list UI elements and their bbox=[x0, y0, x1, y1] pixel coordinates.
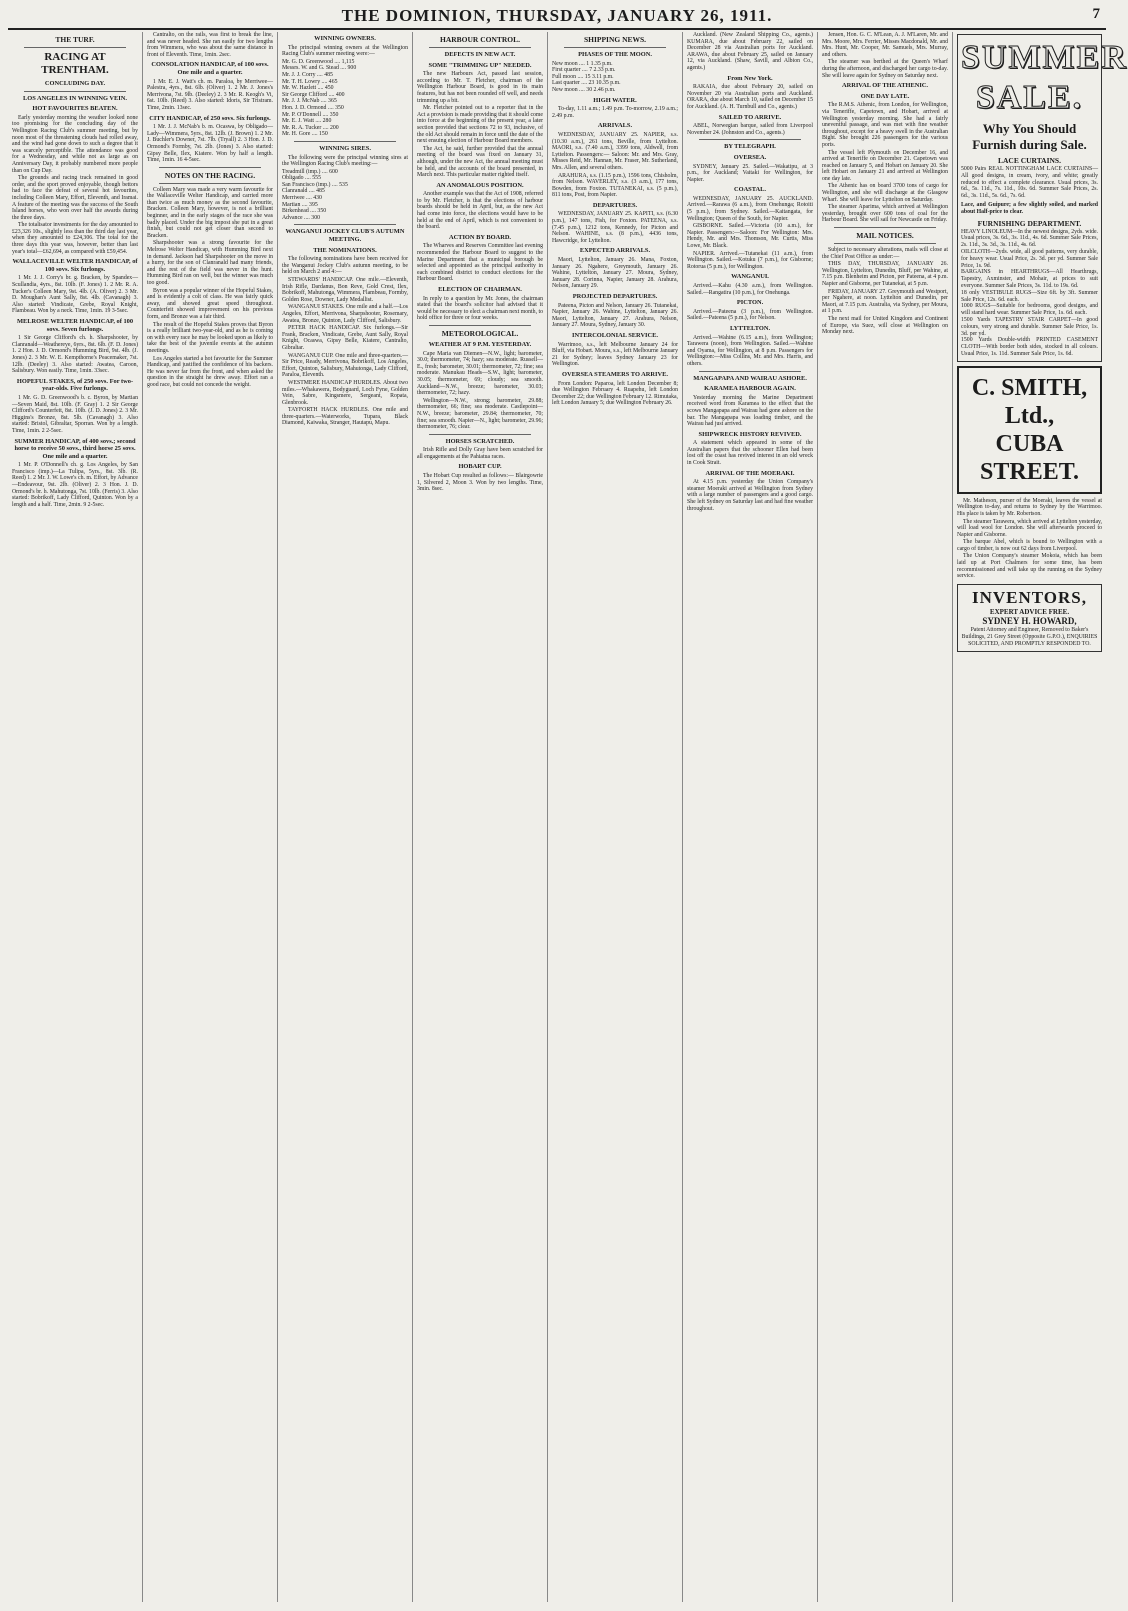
ad-body: 5000 Pairs REAL NOTTINGHAM LACE CURTAINS—All good designs, in cream, ivory, and white; greatly reduced to effect a complete clearance. Usual prices, 3s. 6d., 5s. 11d., 7s. 11d., 10s. 6d. Summer Sale Prices, 2s. 6d., 3s. 11d., 5s. 6d., 7s. 6d. bbox=[961, 166, 1098, 200]
race-heading: CITY HANDICAP, of 250 sovs. Six furlongs. bbox=[149, 114, 271, 122]
divider bbox=[834, 227, 936, 228]
subheading: ACTION BY BOARD. bbox=[448, 233, 512, 241]
subheading: DEPARTURES. bbox=[592, 201, 638, 209]
paragraph: Pateena, Picton and Nelson, January 26. Tutanekai, Napier, January 26. Wahine, Lyttelton, January 26. Maori, Lyttelton, January 27. Arahura, Nelson, January 27. Moura, Sydney, January 30. bbox=[552, 302, 678, 329]
owner-row: Mr. G. D. Greenwood .... 1,115 bbox=[282, 58, 355, 65]
moon-phase-row: Last quarter .... 23 10.35 p.m. bbox=[552, 80, 621, 87]
paragraph: 1 Mr. J. J. McNab's b. m. Ocaswa, by Obligado—Lady—Wimmera, 5yrs., 8st. 12lb. (J. Brown) 1. 2 Mr. J. Buchler's Downer, 7st. 7lb. (Tryall) 2. 3 Hon. J. D. Ormond's Formby, 7st. 2lb. (Jones) 3. Also started: Gipsy Belle, Ilex, Kiatere. Won by half a length. Time, 1min. 16 4-5sec. bbox=[147, 124, 273, 164]
article-kicker: LOS ANGELES IN WINNING VEIN. bbox=[23, 94, 127, 102]
ad-subtitle: EXPERT ADVICE FREE. bbox=[989, 607, 1070, 616]
paragraph: PETER HACK HANDICAP. Six furlongs.—Sir Frank, Bracken, Vindicate, Grebe, Aunt Sally, Royal Knight, Ocaswa, Gipsy Belle, Kiatere, Cantralto, Gibraltar. bbox=[282, 325, 408, 351]
subheading: PROJECTED DEPARTURES. bbox=[572, 293, 658, 300]
ad-body: 1500 Yards Double-width PRINTED CASEMENT CLOTH—With border both sides, stocked in all colours. Usual Price, 1s. 11d. Summer Sale Price, 1s. 6d. bbox=[961, 337, 1098, 357]
column-8-advertisements bbox=[953, 32, 1128, 1602]
paragraph: The steamer Aparima, which arrived at Wellington yesterday, brought over 600 tons of coal for the Harbour Board. She will sail for Newcastle on Friday. bbox=[822, 204, 948, 224]
race-heading: CONSOLATION HANDICAP, of 100 sovs. One mile and a quarter. bbox=[151, 61, 269, 76]
paragraph: The steamer was berthed at the Queen's Wharf during the afternoon, and discharged her cargo to-day. She will leave again for Sydney on Saturday next. bbox=[822, 59, 948, 79]
subheading: HORSES SCRATCHED. bbox=[445, 437, 515, 445]
subheading: ARRIVAL OF THE ATHENIC. bbox=[841, 82, 929, 90]
ad-body: 1500 Yards TAPESTRY STAIR CARPET—In good colours, very strong and durable. Summer Sale Price, 1s. 3d. per yd. bbox=[961, 316, 1098, 337]
paragraph: 1 Mr. J. J. Corry's br. g. Bracken, by Spandex—Scullandia, 4yrs., 8st. 10lb. (F. Jones) 1. 2 Mr. R. A. Tucker's Colleen Mary, 9st. 4lb. (A. Oliver) 2. 3 Mr. D. Moughan's Aunt Sally, 8st. 4lb. (Cavanagh) 3. Also started: Vindicate, Grebe, Royal Knight, Flambeau. Won by a neck. Time, 1min. 19 3-5sec. bbox=[12, 275, 138, 315]
owner-row: Mr. T. H. Lowry .... 465 bbox=[282, 78, 338, 85]
subheading: PICTON. bbox=[736, 299, 764, 307]
sire-row: Clanranald .... 485 bbox=[282, 188, 325, 195]
divider bbox=[699, 371, 801, 372]
masthead bbox=[8, 4, 1106, 30]
race-heading: SUMMER HANDICAP, of 400 sovs.; second horse to receive 50 sovs., third horse 25 sovs. One mile and a quarter. bbox=[14, 437, 136, 460]
sire-row: Treadmill (imp.) .... 600 bbox=[282, 168, 338, 175]
paragraph: The steamer Tarawera, which arrived at Lyttelton yesterday, will load wool for London. She will afterwards proceed to Napier and Gisborne. bbox=[957, 518, 1102, 538]
column-3 bbox=[278, 32, 413, 1602]
paragraph: SYDNEY, January 25. Sailed.—Wakatipu, at 3 p.m., for Auckland; Vaitaki for Wellington, for Napier. bbox=[687, 163, 813, 183]
subheading: ARRIVALS. bbox=[597, 122, 633, 130]
paragraph: Another example was that the Act of 1908, referred to by Mr. Fletcher, is that the elections of harbour boards should be held in April, but, as the new Act had come into force, the elections would have to be held at the end of April, which is not convenient to the board. bbox=[417, 191, 543, 231]
subheading: COASTAL. bbox=[733, 186, 767, 194]
sire-row: San Francisco (imp.) .... 535 bbox=[282, 181, 348, 188]
newspaper-page bbox=[8, 4, 1128, 1604]
paragraph: The grounds and racing track remained in good order, and the sport proved enjoyable, though bettors had to face the defeat of several hot favourites, including Colleen Mary, Effort, Eleventh, and Iramai. A feature of the meeting was the success of the South Island horses, who won over half the awards during the three days. bbox=[12, 175, 138, 221]
ad-title: SUMMER SALE. bbox=[961, 39, 1128, 116]
divider bbox=[699, 139, 801, 140]
paragraph: Irish Rifle and Dolly Gray have been scratched for all engagements at the Pahiatua races. bbox=[417, 447, 543, 460]
paragraph: 1 Sir George Clifford's ch. h. Sharpshooter, by Clanranald—Weathereye, 6yrs., 8st. 6lb. (F. D. Jones) 1. 2 Hon. J. D. Ormond's Humming Bird, 9st. 4lb. (J. Jones) 2. 3 Mr. W. E. Kempthorne's Peacemaker, 7st. 12lb. (Deeley) 3. Also started: Awatea, Caroon, Salisbury. Won easily. Time, 1min. 33sec. bbox=[12, 335, 138, 375]
advertiser-name: C. SMITH, Ltd., bbox=[971, 374, 1088, 429]
subheading: MANGAPAPA AND WAIRAU ASHORE. bbox=[693, 374, 807, 382]
owners-list bbox=[282, 59, 408, 138]
paragraph: Arrived.—Kahu (4.30 a.m.), from Wellington. Sailed.—Rangatira (10 p.m.), for Onehunga. bbox=[687, 283, 813, 296]
divider bbox=[24, 91, 126, 92]
section-heading: WINNING OWNERS. bbox=[314, 35, 376, 42]
article-subtitle: SOME "TRIMMING UP" NEEDED. bbox=[428, 61, 532, 69]
paragraph: Maori, Lyttelton, January 26. Mana, Foxton, January 26. Ngahere, Greymouth, January 26. Wahine, Lyttelton, January 27. Moura, Sydney, January 28. Corinna, Napier, January 28. Arahura, Nelson, January 29. bbox=[552, 257, 678, 290]
ad-subtitle: Why You Should Furnish during Sale. bbox=[972, 121, 1087, 152]
paragraph: Mr. Fletcher pointed out to a reporter that in the Act a provision is made providing that it should come into force at the beginning of the present year, a later section provided that sections 72 to 93, inclusive, of the old Act should remain in force until the date of the next ensuing election of Harbour Board members. bbox=[417, 105, 543, 145]
owner-row: Mr. W. Hazlett .... 450 bbox=[282, 85, 334, 92]
sire-row: Merriwee .... 430 bbox=[282, 195, 322, 202]
paragraph: The Athenic has on board 3700 tons of cargo for Wellington, and she will discharge at the Glasgow Wharf. She will leave for Lyttelton on Saturday. bbox=[822, 183, 948, 203]
column-6 bbox=[683, 32, 818, 1602]
paragraph: TAYFORTH HACK HURDLES. One mile and three-quarters.—Waterworks, Tupara, Black Diamond, Kaiwaka, Stranger, Hautapu, Mapu. bbox=[282, 407, 408, 427]
paragraph: WEDNESDAY, JANUARY 25. AUCKLAND. Arrived.—Rarawa (6 a.m.), from Onehunga; Rotoiti (5 p.m.), from Sydney. Sailed.—Kaitangata, for Wellington; Queen of the South, for Napier. bbox=[687, 195, 813, 222]
paragraph: To-day, 1.11 a.m.; 1.49 p.m. To-morrow, 2.19 a.m.; 2.49 p.m. bbox=[552, 106, 678, 119]
paragraph: The Hobart Cup resulted as follows:— Blairgowrie 1, Silvered 2, Moon 3. Won by two lengths. Time, 3min. 8sec. bbox=[417, 473, 543, 493]
paragraph: 1 Mr. P. O'Donnell's ch. g. Los Angeles, by San Francisco (imp.)—La Tulipa, 5yrs., 8st. 3lb. (R. Reed) 1. 2 Mr. J. W. Lowe's ch. m. Effort, by Advance—Endeavour, 9st. 2lb. (Oliver) 2. 3 Hon. J. D. Ormond's br. h. Mahutonga, 7st. 10lb. (Ferris) 3. Also started: Bobrikoff, Lady Clifford, Quinton. Won by a length and a half. Time, 2min. 9 2-5sec. bbox=[12, 462, 138, 508]
subheading: ELECTION OF CHAIRMAN. bbox=[438, 286, 522, 293]
paragraph: Byron was a popular winner of the Hopeful Stakes, and is evidently a colt of class. He was fairly quick away, and showed great speed throughout. Counterfeit showed improvement on his previous form, and Bronze was a fair third. bbox=[147, 287, 273, 320]
paragraph: FRIDAY, JANUARY 27. Greymouth and Westport, per Ngahere, at noon. Lyttelton and Dunedin, per Maori, at 7.15 p.m. Australia, via Sydney, per Moura, at 1 p.m. bbox=[822, 288, 948, 315]
section-heading: METEOROLOGICAL. bbox=[441, 328, 519, 338]
paragraph: A statement which appeared in some of the Australian papers that the schooner Ellen had been lost off the coast has revived interest in an old wreck in Cook Strait. bbox=[687, 440, 813, 467]
paragraph: Sharpshooter was a strong favourite for the Melrose Welter Handicap, with Humming Bird next in demand. Jackson had Sharpshooter on the move in a hurry, for the son of Clanranald had many friends, and the rest of the field was never in the hunt. Humming Bird ran on well, but the winner was much too good. bbox=[147, 240, 273, 286]
divider bbox=[429, 47, 531, 48]
article-kicker: HOT FAVOURITES BEATEN. bbox=[32, 105, 118, 113]
page-number: 7 bbox=[1092, 6, 1100, 22]
paragraph: RAKAIA, due about February 20, sailed on November 20 via Australian ports and Auckland. ORARA, due about March 10, sailed on December 15 for Auckland. (A. H. Turnbull and Co., agents.) bbox=[687, 84, 813, 110]
column-5 bbox=[548, 32, 683, 1602]
article-title: RACING AT TRENTHAM. bbox=[41, 51, 109, 76]
subheading: WANGANUI. bbox=[731, 273, 769, 281]
owner-row: Mr. J. J. McNab .... 365 bbox=[282, 98, 337, 105]
ad-heading: FURNISHING DEPARTMENT. bbox=[977, 218, 1082, 228]
divider bbox=[159, 183, 261, 184]
paragraph: ARAHURA, s.s. (1.15 p.m.), 1596 tons, Chisholm, from Nelson. WAVERLEY, s.s. (3 a.m.), 177 tons, Bowden, from Foxton. TUTANEKAI, s.s. (5 p.m.), 811 tons, Post, from Napier. bbox=[552, 172, 678, 199]
owner-row: Hon. J. D. Ormond .... 350 bbox=[282, 104, 344, 111]
subheading: ARRIVAL OF THE MOERAKI. bbox=[705, 469, 795, 477]
subheading: BY TELEGRAPH. bbox=[724, 143, 776, 151]
moon-phase-row: Full moon .... 15 3.11 p.m. bbox=[552, 73, 614, 80]
moon-phases-list bbox=[552, 61, 678, 94]
paragraph: Early yesterday morning the weather looked none too promising for the concluding day of the Wellington Racing Club's summer meeting, but by noon most of the threatening clouds had rolled away, and the wind had gone down to such a degree that it was scarcely perceptible. The attendance was good for a Wednesday, and while not as large as on Anniversary Day, it probably numbered more people than on Cup Day. bbox=[12, 114, 138, 174]
paragraph: The Wharves and Reserves Committee last evening recommended the Harbour Board to suggest to the Marine Department that a municipal borough be selected and appointed as the principal authority in each combined district to conduct elections for the Harbour Board. bbox=[417, 243, 543, 283]
divider bbox=[24, 47, 126, 48]
paragraph: Mr. Matheson, purser of the Moeraki, leaves the vessel at Wellington to-day, and returns to Sydney by the Warrimoo. His place is taken by Mr. Robertson. bbox=[957, 497, 1102, 517]
paragraph: The Act, he said, further provided that the annual meeting of the board was fixed on January 31, although, under the new Act, the annual meeting must be held, and the accounts of the board presented, in March next. This particular matter righted itself. bbox=[417, 145, 543, 179]
paragraph: Colleen Mary was made a very warm favourite for the Wallaceville Welter Handicap, and carried more than twice as much money as the second favourite, Bracken. Colleen Mary, however, is not a brilliant beginner, and in the early stages of the race she was badly placed. Under the big impost she put in a great finish, but could not get closer than second to Bracken. bbox=[147, 186, 273, 239]
paragraph: WEDNESDAY, JANUARY 25. NAPIER, s.s. (10.30 a.m.), 261 tons, Beville, from Lyttelton. MAORI, s.s. (7.40 a.m.), 3399 tons, Aldwell, from Lyttelton. Passengers:— Saloon: Mr. and Mrs. Gray, Misses Reid, Mr. Hannan, Mr. Fraser, Mr. Sutherland, Mrs. Allen, and several others. bbox=[552, 131, 678, 171]
subheading: From New York. bbox=[727, 74, 773, 82]
columns bbox=[8, 32, 1128, 1602]
article-subtitle: DEFECTS IN NEW ACT. bbox=[444, 51, 516, 58]
column-2 bbox=[143, 32, 278, 1602]
subheading: AN ANOMALOUS POSITION. bbox=[436, 181, 524, 189]
subheading: HOBART CUP. bbox=[458, 463, 502, 471]
race-heading: MELROSE WELTER HANDICAP, of 100 sovs. Seven furlongs. bbox=[16, 318, 134, 333]
section-heading: HARBOUR CONTROL. bbox=[439, 35, 520, 44]
paragraph: The new Harbours Act, passed last session, according to Mr. T. Fletcher, chairman of the Wellington Harbour Board, is good in its main features, but has not been rounded off well, and needs trimming up a bit. bbox=[417, 71, 543, 104]
divider bbox=[429, 434, 531, 435]
section-heading: MAIL NOTICES. bbox=[856, 231, 914, 241]
paragraph: In reply to a question by Mr. Jones, the chairman stated that the board's solicitor had advised that it would be necessary to elect a chairman next month, to hold office for three or four weeks. bbox=[417, 295, 543, 322]
summer-sale-advertisement bbox=[957, 34, 1128, 362]
ad-body: HEAVY LINOLEUM—In the newest designs, 2yds. wide. Usual prices, 3s. 6d., 3s. 11d., 4s. 6d. Summer Sale Prices, 2s. 11d., 3s. 3d., 3s. 11d., 4s. 6d. bbox=[961, 228, 1098, 249]
divider bbox=[294, 224, 396, 225]
paragraph: Yesterday morning the Marine Department received word from Karamea to the effect that the scows Mangapapa and Wairau had gone ashore on the bar. The Mangapapa was loading timber, and the Wairau had just arrived. bbox=[687, 394, 813, 428]
paragraph: NAPIER. Arrived.—Tutanekai (11 a.m.), from Wellington. Sailed.—Kotuku (7 p.m.), for Gisborne; Rotorua (5 p.m.), for Wellington. bbox=[687, 250, 813, 270]
section-heading: THE TURF. bbox=[55, 35, 95, 44]
paragraph: The principal winning owners at the Wellington Racing Club's summer meeting were:— bbox=[282, 44, 408, 58]
column-7 bbox=[818, 32, 953, 1602]
paragraph: The next mail for United Kingdom and Continent of Europe, via Suez, will close at Wellington on Monday next. bbox=[822, 315, 948, 336]
subheading: WEATHER AT 9 P.M. YESTERDAY. bbox=[428, 340, 532, 348]
paragraph: 1 Mr. G. D. Greenwood's b. c. Byron, by Martian—Seven Maid, 8st. 10lb. (F. Gray) 1. 2 Sir George Clifford's Counterfeit, 8st. 10lb. (J. D. Jones) 2. 3 Mr. Higgins's Bronze, 8st. 5lb. (Cavanagh) 3. Also started: Bristol, Gibraltar, Sporran. Won by a length. Time, 1min. 2 2-5sec. bbox=[12, 394, 138, 434]
divider bbox=[429, 325, 531, 326]
ad-heading: LACE CURTAINS. bbox=[998, 156, 1061, 165]
paragraph: Los Angeles started a hot favourite for the Summer Handicap, and justified the confidence of his backers. He was never far from the front, and when asked the question in the straight he drew away. Effort ran a good race, but could not concede the weight. bbox=[147, 355, 273, 388]
paragraph: Wellington—N.W., strong; barometer, 29.88; thermometer, 66; fine; sea moderate. Castlepoint—N.W., breeze; barometer, 29.84; thermometer, 70; fine; sea smooth. Napier—N., light; barometer, 29.96; thermometer, 76; clear. bbox=[417, 397, 543, 431]
paragraph: The following were the principal winning sires at the Wellington Racing Club's meeting:— bbox=[282, 154, 408, 168]
owner-row: Messrs. W. and G. Stead .... 900 bbox=[282, 65, 357, 72]
owner-row: Mr. E. J. Watt .... 280 bbox=[282, 118, 332, 125]
subheading: LYTTELTON. bbox=[729, 324, 771, 332]
paragraph: STEWARDS' HANDICAP. One mile.—Eleventh, Irish Rifle, Dardanus, Bon Reve, Gold Crest, Ilex, Bobrikoff, Mahutonga, Wimmera, Flambeau, Formby, Golden Rose, Downer, Lady Medallist. bbox=[282, 277, 408, 303]
subheading: EXPECTED ARRIVALS. bbox=[579, 247, 651, 255]
advertiser-name: SYDNEY H. HOWARD, bbox=[982, 616, 1077, 627]
paragraph: ABEL, Norwegian barque, sailed from Liverpool November 24. (Johnston and Co., agents.) bbox=[687, 123, 813, 136]
smith-advertisement bbox=[957, 366, 1102, 494]
inventors-advertisement bbox=[957, 584, 1102, 652]
sire-row: Advance .... 300 bbox=[282, 214, 320, 221]
paragraph: Cape Maria van Diemen—N.W., light; barometer, 30.0; thermometer, 74; hazy; sea moderate. Russell—E., fresh; barometer, 30.01; thermometer, 72; fine; sea moderate. Manukau Heads—S.W., light; barometer, 30.05; thermometer, 69; cloudy; sea smooth. Auckland—N.W., breeze; barometer, 30.03; thermometer, 72; hazy. bbox=[417, 350, 543, 397]
paragraph: Subject to necessary alterations, mails will close at the Chief Post Office as under:— bbox=[822, 247, 948, 260]
subheading: PHASES OF THE MOON. bbox=[578, 51, 652, 58]
paragraph: The R.M.S. Athenic, from London, for Wellington, via Teneriffe, Capetown, and Hobart, arrived at Wellington yesterday morning. She had a fairly uneventful passage, and was met with fine weather throughout, except for a heavy swell in the Australian Bight. She brought 226 passengers for the various ports. bbox=[822, 102, 948, 148]
paragraph: The following nominations have been received for the Wanganui Jockey Club's autumn meeting, to be held on March 2 and 4:— bbox=[282, 256, 408, 276]
moon-phase-row: New moon .... 30 2.46 p.m. bbox=[552, 86, 616, 93]
column-1 bbox=[8, 32, 143, 1602]
subheading: ONE DAY LATE. bbox=[860, 92, 910, 100]
section-subheading: THE NOMINATIONS. bbox=[313, 246, 377, 254]
ad-body: BARGAINS in HEARTHRUGS—All Hearthrugs, Tapestry, Axminster, and Mohair, at prices to suit everyone. Summer Sale Prices, 3s. 11d. to 19s. 6d. bbox=[961, 269, 1098, 289]
race-heading: WALLACEVILLE WELTER HANDICAP, of 100 sovs. Six furlongs. bbox=[12, 258, 138, 273]
subheading: SAILED TO ARRIVE. bbox=[718, 113, 782, 121]
divider bbox=[834, 243, 936, 244]
sire-row: Martian .... 395 bbox=[282, 201, 318, 208]
paragraph: From London: Paparoa, left London December 8; due Wellington February 4. Ruapehu, left London December 22; due Wellington February 12. Rimutaka, left London January 5; due Wellington February 26. bbox=[552, 380, 678, 407]
divider bbox=[564, 47, 666, 48]
sires-list bbox=[282, 169, 408, 222]
paragraph: Arrived.—Pateena (3 p.m.), from Wellington. Sailed.—Pateena (5 p.m.), for Nelson. bbox=[687, 308, 813, 322]
section-heading: SHIPPING NEWS. bbox=[583, 35, 647, 44]
paragraph: 1 Mr. E. J. Watt's ch. m. Paraloa, by Merriwee—Palestra, 4yrs., 8st. 6lb. (Oliver) 1. 2 Mr. J. Jones's Merrivona, 7st. 9lb. (Deeley) 2. 3 Mr. R. Keogh's Vi, 6st. 10lb. (Reed) 3. Also started: Idoris, Sir Tristram. Time, 2min. 13sec. bbox=[147, 78, 273, 111]
paragraph: The vessel left Plymouth on December 16, and arrived at Teneriffe on December 21. Capetown was reached on January 5, and Hobart on January 20. She left Hobart on January 21 and arrived at Wellington one day late. bbox=[822, 149, 948, 182]
sire-row: Obligado .... 555 bbox=[282, 175, 321, 182]
race-heading: HOPEFUL STAKES, of 250 sovs. For two-year-olds. Five furlongs. bbox=[16, 377, 134, 393]
moon-phase-row: New moon .... 1 1.35 p.m. bbox=[552, 60, 613, 67]
paragraph: Jensen, Hon. G. C. M'Lean, A. J. M'Laren, Mr. and Mrs. Moore, Mrs. Ferrier, Misses Macdonald, Mr. and Mrs. Hunt, Mr. Cooper, Mr. Samuels, Mrs. Murray, and others. bbox=[822, 32, 948, 58]
paragraph: Warrimoo, s.s., left Melbourne January 24 for Bluff, via Hobart. Moura, s.s., left Melbourne January 21 for Sydney; leaves Sydney January 23 for Wellington. bbox=[552, 341, 678, 368]
paragraph: WANGANUI STAKES. One mile and a half.—Los Angeles, Effort, Merrivona, Sharpshooter, Rosemary, Awatea, Bronze, Quinton, Lady Clifford, Salisbury. bbox=[282, 304, 408, 324]
advertiser-street: CUBA STREET. bbox=[980, 430, 1079, 485]
ad-body: Patent Attorney and Engineer, Removed to Baker's Buildings, 21 Grey Street (Opposite G.P.O.), ENQUIRIES SOLICITED, AND PROMPTLY RESPONDED TO. bbox=[961, 627, 1098, 647]
section-heading: NOTES ON THE RACING. bbox=[164, 170, 256, 180]
section-heading: WINNING SIRES. bbox=[319, 144, 371, 152]
paragraph: The totalisator investments for the day amounted to £23,326 10s., slightly less than the third day last year, when they amounted to £24,306. The total for the three days this year was, however, better than last year's total—£62,694, as compared with £59,454. bbox=[12, 222, 138, 255]
paragraph: Arrived.—Wahine (6.15 a.m.), from Wellington; Tarawera (noon), from Wellington. Sailed.—Wahine and Oyama, for Wellington, at 8 p.m. Passengers for Wellington:—Miss Collins, Mr. and Mrs. Harris, and others. bbox=[687, 334, 813, 367]
paragraph: WANGANUI CUP. One mile and three-quarters.—Sir Price, Ready, Merrivona, Bobrikoff, Los Angeles, Effort, Quinton, Salisbury, Mahutonga, Lady Clifford, Paraloa, Eleventh. bbox=[282, 352, 408, 379]
masthead-title: THE DOMINION, THURSDAY, JANUARY 26, 1911. bbox=[341, 6, 773, 25]
paragraph: WEDNESDAY, JANUARY 25. KAPITI, s.s. (6.30 p.m.), 147 tons, Fish, for Foxton. PATEENA, s.s. (7.45 p.m.), 1212 tons, Kennedy, for Picton and Nelson. WAHINE, s.s. (8 p.m.), 4436 tons, Hawcridge, for Lyttelton. bbox=[552, 211, 678, 244]
subheading: HIGH WATER. bbox=[593, 96, 637, 104]
paragraph: The Union Company's steamer Mokoia, which has been laid up at Port Chalmers for some time, has been recommissioned and will take up the running on the Sydney service. bbox=[957, 553, 1102, 580]
owner-row: Mr. J. J. Corry .... 485 bbox=[282, 71, 333, 78]
paragraph: At 4.15 p.m. yesterday the Union Company's steamer Moeraki arrived at Wellington from Sydney with a large number of passengers and a good cargo. She left Sydney on Saturday last and had fine weather throughout. bbox=[687, 479, 813, 512]
owner-row: Mr. P. O'Donnell .... 350 bbox=[282, 111, 339, 118]
subheading: SHIPWRECK HISTORY REVIVED. bbox=[698, 430, 802, 438]
ad-body: Lace, and Guipure; a few slightly soiled, and marked about Half-price to clear. bbox=[961, 201, 1098, 215]
ad-body: 18 only VESTIBULE RUGS—Size 6ft. by 3ft. Summer Sale Price, 12s. 6d. each. bbox=[961, 289, 1098, 303]
subheading: OVERSEA STEAMERS TO ARRIVE. bbox=[562, 370, 668, 378]
divider bbox=[294, 141, 396, 142]
section-heading: WANGANUI JOCKEY CLUB'S AUTUMN MEETING. bbox=[285, 228, 405, 244]
column-4 bbox=[413, 32, 548, 1602]
ad-title: INVENTORS, bbox=[971, 587, 1088, 607]
paragraph: Cantralto, on the rails, was first to break the line, and was never headed. She ran easily for two lengths from Wimmera, who was about the same distance in front of Eleventh. Time, 1min. 2sec. bbox=[147, 32, 273, 58]
owner-row: Mr. R. A. Tucker .... 200 bbox=[282, 124, 339, 131]
paragraph: GISBORNE. Sailed.—Victoria (10 a.m.), for Napier. Passengers:—Saloon: For Wellington: Mrs. Hendy, Mr. and Mrs. Thomson, Mr. Curtis, Miss Lowe, Mr. Black. bbox=[687, 223, 813, 250]
subheading: OVERSEA. bbox=[733, 153, 767, 161]
paragraph: Auckland. (New Zealand Shipping Co., agents.) KUMARA, due about February 22, sailed on December 28 via Australian ports for Auckland. ARAWA, due about February 25, sailed on January 12, via Auckland. (Shaw, Savill, and Albion Co., agents.) bbox=[687, 32, 813, 71]
subheading: KARAMEA HARBOUR AGAIN. bbox=[704, 385, 796, 393]
paragraph: The barque Abel, which is bound to Wellington with a cargo of timber, is now out 62 days from Liverpool. bbox=[957, 539, 1102, 552]
article-subtitle: CONCLUDING DAY. bbox=[44, 80, 106, 87]
sire-row: Birkenhead .... 350 bbox=[282, 208, 327, 215]
paragraph: THIS DAY, THURSDAY, JANUARY 26. Wellington, Lyttelton, Dunedin, Bluff, per Wahine, at 7.15 p.m. Blenheim and Picton, per Pateena, at 4 p.m. Napier and Gisborne, per Tutanekai, at 5 p.m. bbox=[822, 261, 948, 287]
paragraph: The result of the Hopeful Stakes proves that Byron is a really brilliant two-year-old, and as he is coming on with every race he may be looked upon as likely to take the best of the juvenile events at the autumn meetings. bbox=[147, 321, 273, 354]
moon-phase-row: First quarter .... 7 2.33 p.m. bbox=[552, 67, 616, 74]
paragraph: WESTMERE HANDICAP HURDLES. About two miles.—Whakawera, Bodyguard, Loch Fyne, Golden Vein, Sabre, Kingsmere, Sergeant, Ropata, Glenbrook. bbox=[282, 379, 408, 406]
owner-row: Mr. H. Gore .... 150 bbox=[282, 131, 328, 138]
ad-body: OILCLOTH—2yds. wide, all good patterns, very durable, for heavy wear. Usual Price, 2s. 3d. per yd. Summer Sale Price, 1s. 9d. bbox=[961, 248, 1098, 269]
owner-row: Sir George Clifford .... 400 bbox=[282, 91, 345, 98]
ad-body: 1000 RUGS—Suitable for bedrooms, good designs, and will stand hard wear. Summer Sale Price, 1s. 6d. each. bbox=[961, 303, 1098, 317]
subheading: INTERCOLONIAL SERVICE. bbox=[571, 331, 659, 339]
divider bbox=[159, 167, 261, 168]
